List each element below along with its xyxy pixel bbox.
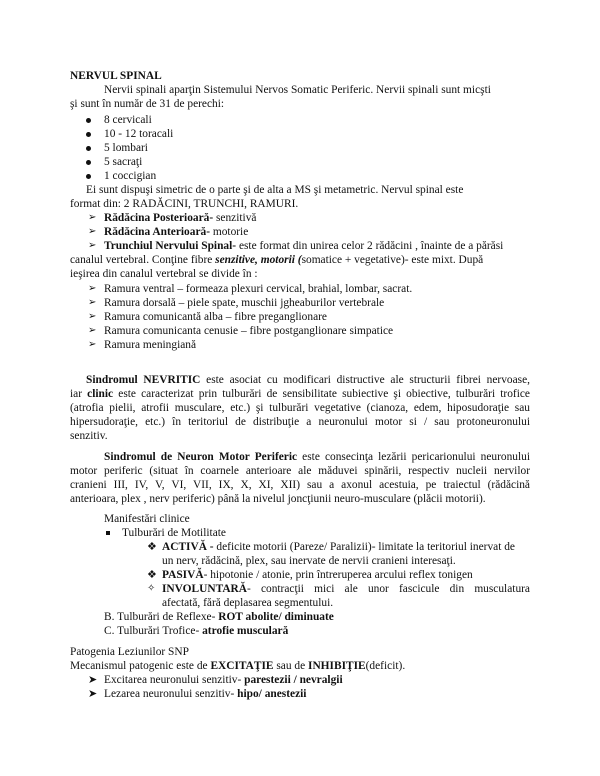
nevritic-line-3: (atrofia pielii, atrofii musculare, etc.) şi tulburări vegetative (cianoza, edem, hiposudoraţie sau	[70, 402, 530, 414]
motor-neuron-line-4: anterioara, plex , nerv periferic) până la nivelul joncţiunii neuro-musculare (plăcii motorii).	[70, 493, 486, 505]
excitation-value: parestezii / nevralgii	[244, 674, 343, 686]
list-item: 5 sacraţi	[104, 156, 143, 168]
list-item: Ramura meningiană	[104, 339, 197, 351]
root-anterior-label: Rădăcina Anterioară-	[104, 226, 210, 238]
trunk-desc: este format din unirea celor 2 rădăcini , înainte de a părăsi	[236, 240, 504, 252]
list-item: Ramura ventral – formeaza plexuri cervical, brahial, lombar, sacrat.	[104, 283, 413, 295]
trunk-line-2	[70, 253, 483, 267]
bullet-dot-icon	[86, 113, 91, 123]
trunk-line-2-c: somatice + vegetative)- este mixt. După	[301, 254, 484, 266]
diamond-bullet-icon: ❖	[147, 569, 157, 581]
nevritic-clinic: clinic	[87, 388, 114, 400]
arrow-bullet-icon: ➢	[88, 325, 97, 336]
excitation-label: Excitarea neuronului senzitiv-	[104, 674, 245, 686]
reflex-label: B. Tulburări de Reflexe-	[104, 611, 219, 623]
diamond-bullet-icon: ❖	[147, 541, 157, 553]
passive-line	[162, 568, 473, 582]
motility-label: Tulburări de Motilitate	[122, 527, 226, 539]
mechanism-c: sau de	[273, 660, 309, 672]
nevritic-line-5: senzitiv.	[70, 430, 108, 442]
root-anterior	[104, 225, 248, 239]
reflex-value: ROT abolite/ diminuate	[218, 611, 334, 623]
trunk-fibers-emphasis: senzitive, motorii (	[215, 254, 302, 266]
active-desc: deficite motorii (Pareze/ Paralizii)- limitate la teritoriul inervat de	[213, 541, 515, 553]
nevritic-lead: Sindromul NEVRITIC	[86, 374, 201, 386]
arrow-bullet-icon: ➢	[88, 297, 97, 308]
active-label: ACTIVĂ -	[162, 541, 214, 553]
trunk-line-3: ieşirea din canalul vertebral se divide în :	[70, 268, 258, 280]
motor-neuron-line-1	[104, 450, 530, 464]
page-title: NERVUL SPINAL	[70, 70, 162, 82]
manifestations-heading: Manifestări clinice	[104, 513, 190, 525]
mechanism-excitation: EXCITAŢIE	[210, 660, 274, 672]
nevritic-line-4: hipersudoraţie, etc.) în teritoriul de distribuţie a neuronului motor si / sau protoneuronului	[70, 416, 530, 428]
pathogenesis-heading: Patogenia Leziunilor SNP	[70, 646, 189, 658]
list-item: Ramura comunicanta cenusie – fibre postganglionare simpatice	[104, 325, 394, 337]
involuntary-line-2: afectată, fără deplasarea segmentului.	[162, 597, 334, 609]
active-line-2: un nerv, rădăcină, plex, sau inervate de nervii cranieni interesaţi.	[162, 555, 456, 567]
bullet-dot-icon	[86, 141, 91, 151]
arrow-bullet-icon: ➢	[88, 339, 97, 350]
root-posterior-desc: senzitivă	[213, 212, 257, 224]
passive-label: PASIVĂ	[162, 569, 204, 581]
list-item: 10 - 12 toracali	[104, 128, 174, 140]
active-line-1	[162, 540, 515, 554]
motor-neuron-line-2: motor periferic (situat în coarnele anterioare ale măduvei spinării, respectiv nucleii nervilor	[70, 465, 530, 477]
root-posterior	[104, 211, 256, 225]
root-posterior-label: Rădăcina Posterioară-	[104, 212, 214, 224]
involuntary-desc: - contracţii mici ale unor fascicule din musculatura	[247, 583, 530, 595]
arrow-bullet-icon: ➢	[88, 311, 97, 322]
lesion-line	[104, 687, 306, 701]
root-anterior-desc: motorie	[210, 226, 249, 238]
list-item: 8 cervicali	[104, 114, 152, 126]
list-item: Ramura comunicantă alba – fibre preganglionare	[104, 311, 327, 323]
nevritic-line-2-a: iar	[70, 388, 88, 400]
arrow-bullet-icon: ➢	[88, 240, 97, 251]
bullet-dot-icon	[86, 169, 91, 179]
motor-neuron-line-1-rest: este consecinţa lezării pericarionului neuronului	[297, 451, 531, 463]
motor-neuron-lead: Sindromul de Neuron Motor Periferic	[104, 451, 298, 463]
disposition-line-2: format din: 2 RADĂCINI, TRUNCHI, RAMURI.	[70, 198, 299, 210]
nevritic-line-2	[70, 387, 530, 401]
nevritic-line-1	[86, 373, 530, 387]
list-item: Ramura dorsală – piele spate, muschii jgheaburilor vertebrale	[104, 297, 385, 309]
trophic-label: C. Tulburări Trofice-	[104, 625, 203, 637]
lesion-value: hipo/ anestezii	[237, 688, 307, 700]
reflex-line	[104, 610, 334, 624]
nevritic-line-1-rest: este asociat cu modificari distructive ale structurii fibrei nervoase,	[200, 374, 530, 386]
mechanism-inhibition: INHIBIŢIE	[308, 660, 366, 672]
trophic-value: atrofie musculară	[202, 625, 289, 637]
trunk-label: Trunchiul Nervului Spinal-	[104, 240, 237, 252]
involuntary-line-1	[162, 582, 530, 596]
intro-line-2: şi sunt în număr de 31 de perechi:	[70, 98, 225, 110]
passive-desc: - hipotonie / atonie, prin întreruperea arcului reflex tonigen	[203, 569, 473, 581]
intro-line-1: Nervii spinali aparţin Sistemului Nervos Somatic Periferic. Nervii spinali sunt micşti	[104, 84, 491, 96]
arrowhead-bullet-icon: ➤	[88, 688, 98, 700]
excitation-line	[104, 673, 343, 687]
arrow-bullet-icon: ➢	[88, 212, 97, 223]
involuntary-label: INVOLUNTARĂ	[162, 583, 247, 595]
arrow-bullet-icon: ➢	[88, 283, 97, 294]
arrowhead-bullet-icon: ➤	[88, 674, 98, 686]
mechanism-e: (deficit).	[365, 660, 406, 672]
list-item: 1 coccigian	[104, 170, 157, 182]
disposition-line-1: Ei sunt dispuşi simetric de o parte şi de alta a MS şi metametric. Nervul spinal este	[86, 184, 464, 196]
mechanism-line	[70, 659, 405, 673]
trunk-line-1	[104, 239, 503, 253]
mechanism-a: Mecanismul patogenic este de	[70, 660, 211, 672]
bullet-dot-icon	[86, 127, 91, 137]
lesion-label: Lezarea neuronului senzitiv-	[104, 688, 238, 700]
motor-neuron-line-3: cranieni III, IV, V, VI, VII, IX, X, XI, XII) sau a axonul acestuia, pe traiectul (rădăcină	[70, 479, 530, 491]
trunk-line-2-a: canalul vertebral. Conţine fibre	[70, 254, 216, 266]
list-item: 5 lombari	[104, 142, 148, 154]
arrow-bullet-icon: ➢	[88, 226, 97, 237]
bullet-dot-icon	[86, 155, 91, 165]
square-bullet-icon	[106, 526, 110, 535]
trophic-line	[104, 624, 288, 638]
star-bullet-icon: ✧	[147, 583, 156, 594]
nevritic-line-2-c: este caracterizat prin tulburări de sensibilitate subiective şi obiective, tulburări trofice	[113, 388, 530, 400]
